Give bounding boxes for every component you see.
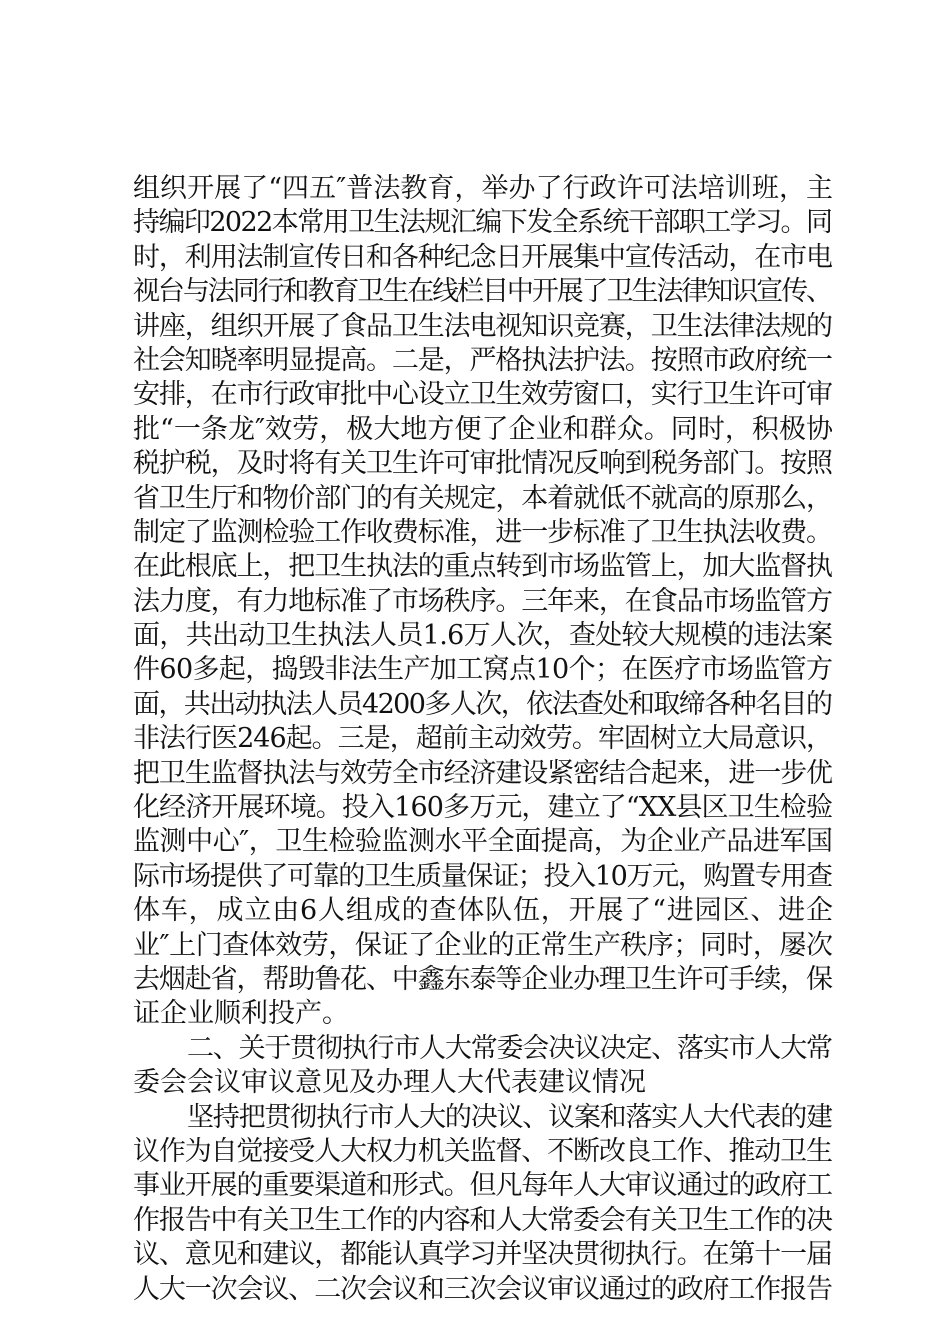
text-line-20: 监测中心″，卫生检验监测水平全面提高，为企业产品进军国 (133, 826, 833, 858)
text-line-30: 事业开展的重要渠道和形式。但凡每年人大审议通过的政府工 (133, 1170, 832, 1202)
text-line-23: 业″上门查体效劳，保证了企业的正常生产秩序；同时，屡次 (133, 929, 833, 961)
text-line-10: 省卫生厅和物价部门的有关规定，本着就低不就高的原那么， (133, 482, 832, 514)
text-line-2: 持编印2022本常用卫生法规汇编下发全系统干部职工学习。同 (133, 207, 832, 239)
text-line-4: 视台与法同行和教育卫生在线栏目中开展了卫生法律知识宣传、 (133, 276, 831, 308)
text-line-8: 批“一条龙″效劳，极大地方便了企业和群众。同时，积极协 (133, 413, 834, 445)
text-line-7: 安排，在市行政审批中心设立卫生效劳窗口，实行卫生许可审 (133, 379, 832, 411)
text-line-6: 社会知晓率明显提高。二是，严格执法护法。按照市政府统一 (133, 344, 832, 376)
section-heading-line-2: 委会会议审议意见及办理人大代表建议情况 (133, 1067, 646, 1099)
text-line-9: 税护税，及时将有关卫生许可审批情况反响到税务部门。按照 (133, 448, 832, 480)
text-line-33: 人大一次会议、二次会议和三次会议审议通过的政府工作报告 (133, 1273, 832, 1305)
text-line-14: 面，共出动卫生执法人员1.6万人次，查处较大规模的违法案 (133, 620, 833, 652)
text-line-29: 议作为自觉接受人大权力机关监督、不断改良工作、推动卫生 (133, 1135, 832, 1167)
text-line-1: 组织开展了“四五″普法教育，举办了行政许可法培训班，主 (133, 173, 834, 204)
text-line-18: 把卫生监督执法与效劳全市经济建设紧密结合起来，进一步优 (133, 757, 832, 789)
text-line-31: 作报告中有关卫生工作的内容和人大常委会有关卫生工作的决 (133, 1204, 832, 1236)
text-line-25: 证企业顺利投产。 (133, 998, 349, 1030)
text-line-28: 坚持把贯彻执行市人大的决议、议案和落实人大代表的建 (187, 1101, 832, 1133)
text-line-19: 化经济开展环境。投入160多万元，建立了“XX县区卫生检验 (133, 792, 833, 824)
text-line-3: 时，利用法制宣传日和各种纪念日开展集中宣传活动，在市电 (133, 241, 832, 273)
text-line-5: 讲座，组织开展了食品卫生法电视知识竞赛，卫生法律法规的 (133, 310, 832, 342)
text-line-12: 在此根底上，把卫生执法的重点转到市场监管上，加大监督执 (133, 551, 832, 583)
text-line-15: 件60多起，捣毁非法生产加工窝点10个；在医疗市场监管方 (133, 654, 833, 686)
text-line-17: 非法行医246起。三是，超前主动效劳。牢固树立大局意识， (133, 723, 833, 755)
text-line-21: 际市场提供了可靠的卫生质量保证；投入10万元，购置专用查 (133, 860, 832, 892)
document-body (133, 172, 833, 1307)
text-line-22: 体车，成立由6人组成的查体队伍，开展了“进园区、进企 (133, 895, 834, 927)
text-line-13: 法力度，有力地标准了市场秩序。三年来，在食品市场监管方 (133, 585, 832, 617)
text-line-24: 去烟赴省，帮助鲁花、中鑫东泰等企业办理卫生许可手续，保 (133, 963, 832, 995)
text-line-32: 议、意见和建议，都能认真学习并坚决贯彻执行。在第十一届 (133, 1239, 832, 1271)
text-line-11: 制定了监测检验工作收费标准，进一步标准了卫生执法收费。 (133, 516, 832, 548)
text-line-16: 面，共出动执法人员4200多人次，依法查处和取缔各种名目的 (133, 688, 832, 720)
section-heading-line-1: 二、关于贯彻执行市人大常委会决议决定、落实市人大常 (187, 1032, 832, 1064)
